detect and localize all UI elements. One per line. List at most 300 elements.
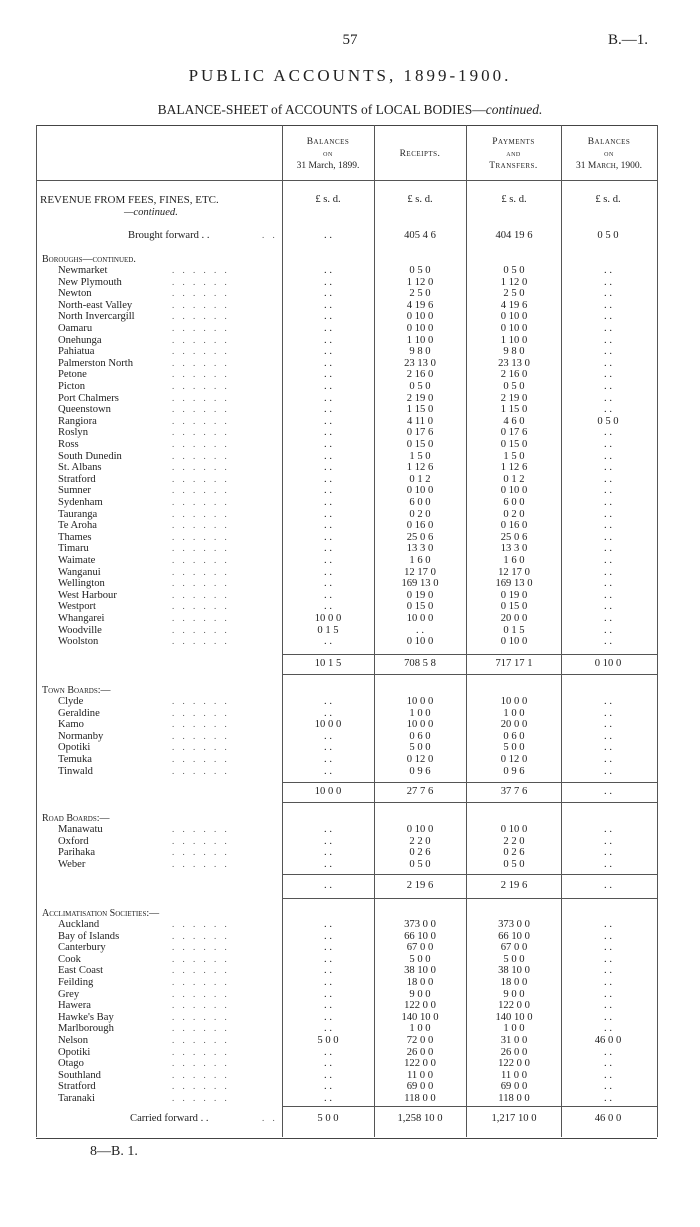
acclimatisation-row-payments: 69 0 0	[500, 1081, 528, 1093]
acclimatisation-row-payments: 31 0 0	[500, 1035, 528, 1046]
road-board-row-receipts: 2 2 0	[409, 835, 431, 847]
borough-row-payments: 9 8 0	[503, 346, 525, 358]
borough-row-receipts: 0 15 0	[406, 439, 434, 450]
road-board-row-payments: 0 2 6	[503, 847, 525, 859]
road-board-row-name: Parihaka	[58, 847, 96, 859]
borough-row-receipts: 12 17 0	[404, 566, 436, 578]
town-board-row-name: Geraldine	[58, 707, 100, 719]
borough-row-payments: 1 12 0	[500, 276, 528, 288]
road-board-row-b1899: . .	[324, 858, 332, 870]
town-board-row-payments: 10 0 0	[500, 696, 528, 707]
borough-row-b1899: . .	[324, 439, 332, 450]
borough-row-name: Port Chalmers	[58, 392, 119, 404]
town-board-row-receipts: 1 0 0	[409, 707, 431, 719]
borough-row-b1899: . .	[324, 473, 332, 485]
borough-row-receipts: 1 15 0	[406, 404, 434, 416]
acclimatisation-row-payments: 140 10 0	[495, 1011, 533, 1023]
acclimatisation-row-b1899: . .	[324, 930, 332, 942]
leader-dots: . . . . . .	[172, 988, 230, 999]
column-rule	[466, 125, 467, 1137]
town-board-row-payments: 1 0 0	[503, 707, 525, 719]
borough-row-b1899: . .	[324, 346, 332, 358]
borough-row-payments: 0 10 0	[500, 311, 528, 323]
town-board-row-b1900: . .	[604, 730, 612, 742]
acclimatisation-row-b1900: . .	[604, 1046, 612, 1058]
borough-row-payments: 0 5 0	[503, 381, 525, 392]
acclimatisation-row-receipts: 66 10 0	[404, 930, 436, 942]
leader-dots: . .	[262, 1113, 278, 1123]
leader-dots: . . . . . .	[172, 1046, 230, 1057]
town-board-row-b1899: . .	[324, 742, 332, 754]
borough-row-b1900: . .	[604, 427, 612, 439]
borough-row-b1899: . .	[324, 566, 332, 578]
borough-total-receipts: 708 5 8	[404, 658, 436, 669]
road-board-row-b1900: . .	[604, 835, 612, 847]
borough-row-b1900: . .	[604, 265, 612, 276]
subtitle-main: BALANCE-SHEET of ACCOUNTS of LOCAL BODIES—	[157, 102, 486, 117]
borough-row-b1899: . .	[324, 334, 332, 346]
acclimatisation-row-name: Canterbury	[58, 942, 106, 954]
town-board-row-b1900: . .	[604, 742, 612, 754]
borough-row-receipts: 0 10 0	[406, 311, 434, 323]
acclimatisation-heading: Acclimatisation Societies:—	[42, 908, 160, 919]
acclimatisation-row-payments: 38 10 0	[498, 965, 530, 977]
currency-header: £ s. d.	[595, 194, 621, 205]
acclimatisation-row-b1900: . .	[604, 1000, 612, 1012]
page-number: 57	[342, 32, 358, 48]
borough-row-b1899: . .	[324, 636, 332, 648]
town-board-total-receipts: 27 7 6	[406, 786, 434, 797]
acclimatisation-row-payments: 26 0 0	[500, 1046, 528, 1058]
borough-row-payments: 0 10 0	[500, 485, 528, 497]
section-heading: REVENUE FROM FEES, FINES, ETC.	[40, 194, 219, 206]
leader-dots: . . . . . .	[172, 485, 230, 496]
acclimatisation-row-name: Taranaki	[58, 1093, 95, 1104]
town-board-row-payments: 5 0 0	[503, 742, 525, 754]
borough-row-payments: 0 17 6	[500, 427, 528, 439]
acclimatisation-row-payments: 373 0 0	[498, 919, 530, 930]
acclimatisation-row-name: Bay of Islands	[58, 930, 120, 942]
borough-row-payments: 2 16 0	[500, 369, 528, 381]
acclimatisation-row-receipts: 11 0 0	[406, 1069, 434, 1081]
leader-dots: . . . . . .	[172, 953, 230, 964]
borough-row-b1900: . .	[604, 601, 612, 613]
borough-row-b1900: . .	[604, 508, 612, 520]
acclimatisation-row-payments: 118 0 0	[498, 1093, 530, 1104]
borough-row-b1900: . .	[604, 566, 612, 578]
leader-dots: . . . . . .	[172, 919, 230, 929]
acclimatisation-row-name: Southland	[58, 1069, 101, 1081]
page-subtitle	[0, 102, 700, 118]
acclimatisation-row-name: Auckland	[58, 919, 100, 930]
borough-row-receipts: 0 2 0	[409, 508, 431, 520]
brought-forward-receipts: 405 4 6	[404, 230, 436, 241]
borough-row-name: Timaru	[58, 543, 89, 555]
header-balances-1900: Balances on 31 March, 1900.	[576, 137, 642, 171]
acclimatisation-row-name: Stratford	[58, 1081, 96, 1093]
leader-dots: . . . . . .	[172, 696, 230, 706]
subtotal-rule	[282, 654, 657, 655]
leader-dots: . . . . . .	[172, 589, 230, 600]
borough-row-name: Newmarket	[58, 265, 108, 276]
borough-row-name: Queenstown	[58, 404, 111, 416]
leader-dots: . . . . . .	[172, 346, 230, 357]
leader-dots: . . . . . .	[172, 965, 230, 976]
borough-row-b1899: . .	[324, 531, 332, 543]
acclimatisation-row-receipts: 122 0 0	[404, 1058, 436, 1070]
leader-dots: . . . . . .	[172, 1093, 230, 1103]
leader-dots: . . . . . .	[172, 311, 230, 322]
acclimatisation-row-receipts: 69 0 0	[406, 1081, 434, 1093]
road-board-row-payments: 0 10 0	[500, 824, 528, 835]
column-rule	[374, 125, 375, 1137]
borough-row-receipts: 2 5 0	[409, 288, 431, 300]
borough-row-b1899: . .	[324, 485, 332, 497]
page-title: PUBLIC ACCOUNTS, 1899-1900.	[188, 66, 512, 85]
borough-row-receipts: 23 13 0	[404, 357, 436, 369]
acclimatisation-row-name: Otago	[58, 1058, 84, 1070]
borough-row-b1900: . .	[604, 473, 612, 485]
acclimatisation-row-b1899: . .	[324, 919, 332, 930]
acclimatisation-row-payments: 5 0 0	[503, 953, 525, 965]
leader-dots: . . . . . .	[172, 624, 230, 635]
acclimatisation-row-name: Nelson	[58, 1035, 89, 1046]
borough-total-b1900: 0 10 0	[594, 658, 622, 669]
leader-dots: . . . . . .	[172, 427, 230, 438]
road-board-row-b1900: . .	[604, 824, 612, 835]
borough-row-name: Woodville	[58, 624, 102, 636]
leader-dots: . . . . . .	[172, 1035, 230, 1045]
acclimatisation-row-receipts: 140 10 0	[401, 1011, 439, 1023]
acclimatisation-row-b1900: . .	[604, 1011, 612, 1023]
borough-row-b1899: . .	[324, 369, 332, 381]
town-board-row-b1899: . .	[324, 730, 332, 742]
borough-row-b1900: . .	[604, 497, 612, 508]
borough-row-b1900: . .	[604, 346, 612, 358]
borough-row-receipts: 2 19 0	[406, 392, 434, 404]
borough-row-receipts: 4 19 6	[406, 299, 434, 311]
leader-dots: . . . . . .	[172, 1058, 230, 1069]
acclimatisation-row-b1899: . .	[324, 1081, 332, 1093]
borough-row-receipts: 0 10 0	[406, 323, 434, 334]
borough-row-b1899: . .	[324, 462, 332, 474]
acclimatisation-row-name: Opotiki	[58, 1046, 91, 1058]
borough-row-b1899: . .	[324, 265, 332, 276]
acclimatisation-row-b1900: . .	[604, 1093, 612, 1104]
town-board-row-receipts: 5 0 0	[409, 742, 431, 754]
acclimatisation-row-receipts: 72 0 0	[406, 1035, 434, 1046]
brought-forward-b1900: 0 5 0	[597, 230, 619, 241]
leader-dots: . . . . . .	[172, 276, 230, 287]
borough-row-receipts: 10 0 0	[406, 613, 434, 624]
borough-row-payments: 0 5 0	[503, 265, 525, 276]
header-payments: Payments and Transfers.	[489, 137, 538, 171]
road-board-row-name: Manawatu	[58, 824, 103, 835]
borough-row-payments: 0 16 0	[500, 520, 528, 532]
header-balances-1899: Balances on 31 March, 1899.	[296, 137, 360, 171]
road-board-row-receipts: 0 10 0	[406, 824, 434, 835]
borough-row-payments: 169 13 0	[495, 578, 533, 590]
borough-row-receipts: 0 17 6	[406, 427, 434, 439]
borough-row-b1900: . .	[604, 392, 612, 404]
borough-row-b1899: . .	[324, 288, 332, 300]
road-board-row-b1899: . .	[324, 847, 332, 859]
currency-header: £ s. d.	[501, 194, 527, 205]
town-board-row-b1900: . .	[604, 719, 612, 731]
leader-dots: . . . . . .	[172, 357, 230, 368]
borough-row-b1899: . .	[324, 450, 332, 462]
borough-row-receipts: 1 5 0	[409, 450, 431, 462]
leader-dots: . . . . . .	[172, 578, 230, 589]
footer-reference: 8—B. 1.	[90, 1144, 138, 1159]
road-board-row-receipts: 0 2 6	[409, 847, 431, 859]
borough-row-b1900: . .	[604, 624, 612, 636]
borough-row-name: Picton	[58, 381, 86, 392]
borough-row-b1899: 0 1 5	[317, 624, 339, 636]
acclimatisation-row-b1900: . .	[604, 1023, 612, 1035]
borough-row-name: Sumner	[58, 485, 91, 497]
town-board-total-b1899: 10 0 0	[314, 786, 342, 797]
town-board-row-name: Temuka	[58, 754, 92, 765]
acclimatisation-row-payments: 122 0 0	[498, 1000, 530, 1012]
borough-row-b1899: . .	[324, 276, 332, 288]
borough-row-receipts: 9 8 0	[409, 346, 431, 358]
borough-row-payments: 2 5 0	[503, 288, 525, 300]
acclimatisation-row-payments: 66 10 0	[498, 930, 530, 942]
carried-forward-payments: 1,217 10 0	[491, 1113, 537, 1124]
borough-row-name: South Dunedin	[58, 450, 122, 462]
town-board-row-receipts: 10 0 0	[406, 719, 434, 731]
road-board-row-b1899: . .	[324, 824, 332, 835]
acclimatisation-row-b1899: . .	[324, 1000, 332, 1012]
acclimatisation-row-receipts: 18 0 0	[406, 977, 434, 988]
leader-dots: . . . . . .	[172, 601, 230, 612]
leader-dots: . . . . . .	[172, 439, 230, 449]
borough-row-receipts: 169 13 0	[401, 578, 439, 590]
subtotal-rule	[282, 782, 657, 783]
road-board-row-b1900: . .	[604, 858, 612, 870]
borough-row-receipts: 13 3 0	[406, 543, 434, 555]
borough-row-payments: 1 15 0	[500, 404, 528, 416]
borough-row-name: Ross	[58, 439, 79, 450]
borough-row-payments: 0 1 5	[503, 624, 525, 636]
borough-row-payments: 4 19 6	[500, 299, 528, 311]
acclimatisation-row-b1899: . .	[324, 942, 332, 954]
road-board-row-b1899: . .	[324, 835, 332, 847]
town-board-row-receipts: 0 9 6	[409, 765, 431, 777]
borough-row-payments: 25 0 6	[500, 531, 528, 543]
borough-row-b1900: . .	[604, 323, 612, 334]
acclimatisation-row-b1900: . .	[604, 988, 612, 1000]
borough-row-receipts: 1 12 0	[406, 276, 434, 288]
town-board-row-b1899: . .	[324, 707, 332, 719]
town-board-row-b1900: . .	[604, 765, 612, 777]
borough-row-b1900: . .	[604, 636, 612, 648]
borough-row-receipts: 2 16 0	[406, 369, 434, 381]
borough-row-receipts: 0 5 0	[409, 381, 431, 392]
acclimatisation-row-receipts: 5 0 0	[409, 953, 431, 965]
borough-row-name: Oamaru	[58, 323, 93, 334]
acclimatisation-row-b1900: . .	[604, 930, 612, 942]
leader-dots: . . . . . .	[172, 450, 230, 461]
borough-row-payments: 12 17 0	[498, 566, 530, 578]
borough-row-name: Westport	[58, 601, 96, 613]
borough-row-receipts: 1 10 0	[406, 334, 434, 346]
borough-heading: Boroughs—continued.	[42, 254, 136, 265]
borough-row-name: Rangiora	[58, 415, 97, 427]
borough-row-b1899: . .	[324, 497, 332, 508]
borough-row-b1900: . .	[604, 462, 612, 474]
borough-row-name: Tauranga	[58, 508, 98, 520]
borough-row-payments: 0 15 0	[500, 601, 528, 613]
borough-row-name: St. Albans	[58, 462, 102, 474]
leader-dots: . . . . . .	[172, 531, 230, 542]
currency-header: £ s. d.	[315, 194, 341, 205]
borough-row-b1899: . .	[324, 520, 332, 532]
header-receipts: Receipts.	[399, 149, 441, 159]
borough-row-receipts: 0 19 0	[406, 589, 434, 601]
leader-dots: . . . . . .	[172, 835, 230, 846]
borough-row-b1900: 0 5 0	[597, 415, 619, 427]
acclimatisation-row-payments: 18 0 0	[500, 977, 528, 988]
town-board-row-receipts: 0 12 0	[406, 754, 434, 765]
borough-row-b1900: . .	[604, 311, 612, 323]
town-board-row-receipts: 0 6 0	[409, 730, 431, 742]
header-rule	[36, 180, 657, 181]
borough-row-payments: 1 12 6	[500, 462, 528, 474]
borough-row-b1899: . .	[324, 555, 332, 566]
town-board-heading: Town Boards:—	[42, 685, 111, 696]
town-board-row-b1900: . .	[604, 754, 612, 765]
borough-row-b1900: . .	[604, 439, 612, 450]
leader-dots: . . . . . .	[172, 719, 230, 730]
borough-row-b1899: . .	[324, 357, 332, 369]
town-board-row-name: Kamo	[58, 719, 84, 731]
town-board-row-payments: 20 0 0	[500, 719, 528, 731]
road-board-total-b1899: . .	[324, 880, 332, 891]
leader-dots: . . . . . .	[172, 520, 230, 531]
borough-row-b1899: . .	[324, 299, 332, 311]
borough-row-b1900: . .	[604, 450, 612, 462]
town-board-row-name: Opotiki	[58, 742, 91, 754]
borough-row-payments: 1 10 0	[500, 334, 528, 346]
borough-row-receipts: 0 5 0	[409, 265, 431, 276]
town-board-row-b1899: . .	[324, 696, 332, 707]
borough-row-payments: 0 10 0	[500, 636, 528, 648]
acclimatisation-row-payments: 67 0 0	[500, 942, 528, 954]
section-heading-continued: —continued.	[124, 207, 178, 218]
borough-row-payments: 2 19 0	[500, 392, 528, 404]
borough-row-b1900: . .	[604, 578, 612, 590]
borough-row-b1900: . .	[604, 357, 612, 369]
borough-row-b1900: . .	[604, 404, 612, 416]
leader-dots: . . . . . .	[172, 1081, 230, 1092]
leader-dots: . . . . . .	[172, 404, 230, 415]
borough-row-name: Whangarei	[58, 613, 105, 624]
subtitle-italic: continued.	[485, 102, 543, 117]
borough-row-name: Sydenham	[58, 497, 103, 508]
leader-dots: . . . . . .	[172, 942, 230, 953]
borough-row-b1899: . .	[324, 392, 332, 404]
road-board-row-b1900: . .	[604, 847, 612, 859]
acclimatisation-row-name: Marlborough	[58, 1023, 114, 1035]
borough-row-b1900: . .	[604, 613, 612, 624]
borough-row-receipts: 4 11 0	[406, 415, 434, 427]
leader-dots: . . . . . .	[172, 497, 230, 507]
acclimatisation-row-b1899: . .	[324, 1046, 332, 1058]
leader-dots: . . . . . .	[172, 323, 230, 333]
acclimatisation-row-b1899: . .	[324, 965, 332, 977]
borough-row-name: Waimate	[58, 555, 96, 566]
acclimatisation-row-b1900: . .	[604, 919, 612, 930]
acclimatisation-row-b1899: . .	[324, 1023, 332, 1035]
acclimatisation-row-b1900: . .	[604, 1069, 612, 1081]
leader-dots: . . . . . .	[172, 707, 230, 718]
borough-row-name: Pahiatua	[58, 346, 95, 358]
leader-dots: . . . . . .	[172, 508, 230, 519]
road-board-total-receipts: 2 19 6	[406, 880, 434, 891]
borough-row-b1900: . .	[604, 276, 612, 288]
town-board-total-payments: 37 7 6	[500, 786, 528, 797]
leader-dots: . . . . . .	[172, 462, 230, 473]
road-board-heading: Road Boards:—	[42, 813, 110, 824]
borough-row-payments: 1 5 0	[503, 450, 525, 462]
leader-dots: . . . . . .	[172, 381, 230, 391]
acclimatisation-row-payments: 9 0 0	[503, 988, 525, 1000]
borough-row-payments: 0 2 0	[503, 508, 525, 520]
leader-dots: . . . . . .	[172, 369, 230, 380]
leader-dots: . . . . . .	[172, 543, 230, 554]
leader-dots: . .	[262, 230, 278, 240]
leader-dots: . . . . . .	[172, 613, 230, 623]
borough-row-b1899: . .	[324, 543, 332, 555]
leader-dots: . . . . . .	[172, 1023, 230, 1034]
acclimatisation-row-receipts: 26 0 0	[406, 1046, 434, 1058]
road-board-total-payments: 2 19 6	[500, 880, 528, 891]
borough-row-payments: 0 10 0	[500, 323, 528, 334]
borough-row-name: New Plymouth	[58, 276, 122, 288]
leader-dots: . . . . . .	[172, 334, 230, 345]
carried-forward-receipts: 1,258 10 0	[397, 1113, 443, 1124]
borough-row-b1899: . .	[324, 381, 332, 392]
borough-total-payments: 717 17 1	[495, 658, 533, 669]
acclimatisation-row-b1899: . .	[324, 1093, 332, 1104]
borough-row-payments: 0 15 0	[500, 439, 528, 450]
borough-row-b1900: . .	[604, 381, 612, 392]
subtotal-rule	[282, 874, 657, 875]
acclimatisation-row-b1900: . .	[604, 1081, 612, 1093]
town-board-row-payments: 0 6 0	[503, 730, 525, 742]
leader-dots: . . . . . .	[172, 754, 230, 764]
acclimatisation-row-b1900: . .	[604, 977, 612, 988]
leader-dots: . . . . . .	[172, 1069, 230, 1080]
road-board-total-b1900: . .	[604, 880, 612, 891]
borough-row-name: North-east Valley	[58, 299, 133, 311]
acclimatisation-row-b1900: . .	[604, 953, 612, 965]
borough-row-receipts: 25 0 6	[406, 531, 434, 543]
brought-forward-label: Brought forward . .	[128, 230, 210, 241]
road-board-row-name: Oxford	[58, 835, 89, 847]
subtotal-rule	[282, 1106, 657, 1107]
acclimatisation-row-receipts: 9 0 0	[409, 988, 431, 1000]
borough-row-b1899: 10 0 0	[314, 613, 342, 624]
brought-forward-payments: 404 19 6	[495, 230, 533, 241]
town-board-row-b1899: . .	[324, 765, 332, 777]
column-rule	[657, 125, 658, 1137]
town-board-row-name: Tinwald	[58, 765, 93, 777]
borough-row-name: Roslyn	[58, 427, 89, 439]
borough-row-b1900: . .	[604, 288, 612, 300]
